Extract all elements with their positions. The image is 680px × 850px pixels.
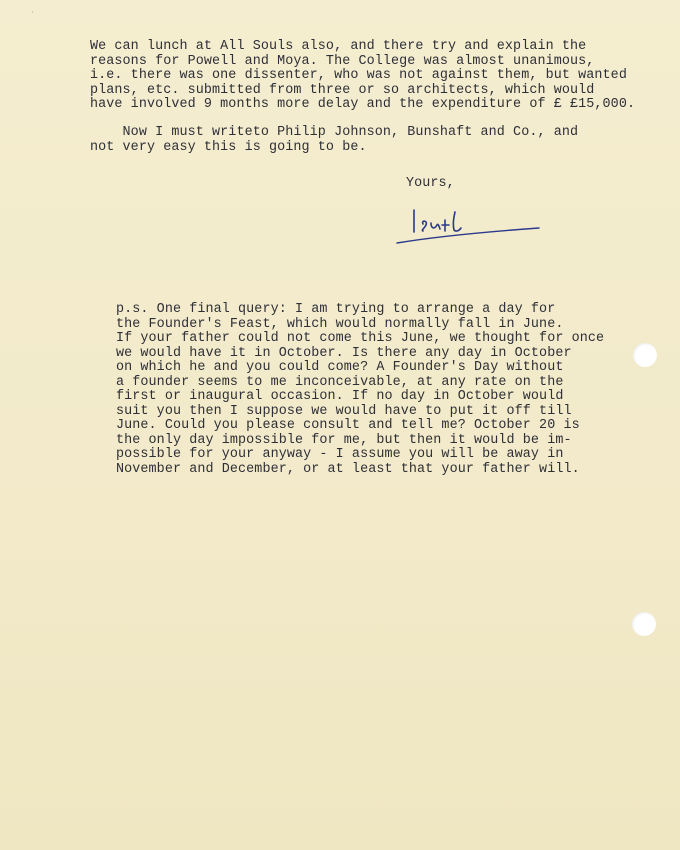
punch-hole [633,343,657,367]
letter-closing: Yours, [406,176,455,191]
letter-paragraph-1: We can lunch at All Souls also, and there try and explain the reasons for Powell and Moya. The College was almost unanimous, i.e. there was one dissenter, who was not against them, but wanted plans, etc. submitted from three or so architects, which would have involved 9 months more delay and the expenditure of £ £15,000. [90,39,636,113]
letter-paragraph-2: Now I must writeto Philip Johnson, Bunshaft and Co., and not very easy this is going to be. [90,125,579,155]
postscript-paragraph: p.s. One final query: I am trying to arrange a day for the Founder's Feast, which would normally fall in June. If your father could not come this June, we thought for once we would have it in October. Is there any day in October on which he and you could come? A Founder's Day without a founder seems to me inconceivable, at any rate on the first or inaugural occasion. If no day in October would suit you then I suppose we would have to put it off till June. Could you please consult and tell me? October 20 is the only day impossible for me, but then it would be im- possible for your anyway - I assume you will be away in November and December, or at least that your father will. [116,302,605,478]
punch-hole [632,612,656,636]
handwritten-signature [393,190,543,250]
corner-mark: · [30,8,35,17]
